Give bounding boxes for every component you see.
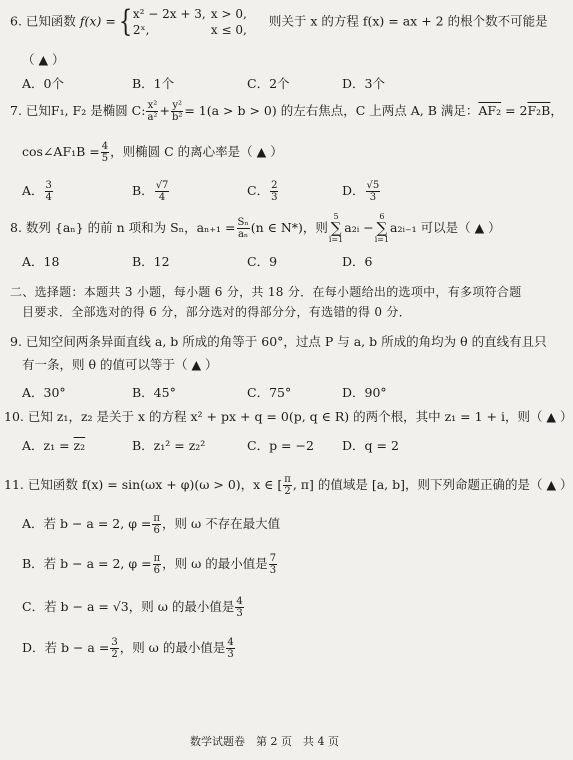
denominator: 2 [284,486,291,497]
option-b: B．12 [132,254,170,269]
option-a: A．30° [22,385,66,400]
option-c [22,596,245,619]
question-number: 9. [10,334,22,349]
numerator: x² [147,100,158,111]
option-text: ，则 ω 的最小值是 [119,640,226,655]
question-text: 数列 {aₙ} 的前 n 项和为 Sₙ，aₙ₊₁ = [25,220,236,235]
plus-sign: + [159,103,170,118]
numerator: Sₙ [237,217,249,228]
question-text: 已知空间两条异面直线 a, b 所成的角等于 60°，过点 P 与 a, b 所成的角均为 θ 的直线有且只 [25,334,547,349]
cond-2: x ≤ 0, [210,23,247,37]
denominator: 6 [153,525,160,536]
option-a [22,513,280,536]
fraction [146,100,158,123]
question-text: 已知F₁, F₂ 是椭圆 C: [25,103,146,118]
fraction [283,474,292,497]
sum-lower: i=1 [374,235,390,244]
summation [329,213,343,244]
question-text: (n ∈ N*)，则 [250,220,328,235]
page-footer: 数学试题卷 第 2 页 共 4 页 [190,735,339,748]
fraction [101,141,109,164]
denominator: aₙ [237,229,249,240]
option-text: ，则 ω 的最小值是 [162,556,268,571]
piecewise-cases [133,6,211,38]
sum-term: a₂ᵢ₋₁ [390,220,417,235]
question-number: 10. [4,409,24,424]
option-d [342,180,381,203]
denominator: 5 [101,153,109,164]
sum-upper: 6 [379,212,385,221]
sigma: ∑ [376,219,388,237]
option-a: A．0个 [22,76,64,91]
option-c: C．9 [247,254,278,269]
question-11 [4,474,573,497]
fraction [153,553,162,576]
denominator: 3 [269,565,277,576]
question-7-line2 [22,141,283,164]
numerator: 4 [101,141,109,152]
option-label: C． [247,183,270,198]
fraction [237,217,250,240]
option-a [22,180,54,203]
numerator: π [153,553,161,564]
option-text: D．若 b − a = [22,640,110,655]
question-number: 7. [10,103,22,118]
option-label: B． [132,183,154,198]
question-text: 可以是（ ▲ ） [420,220,501,235]
option-label: D． [342,183,365,198]
question-text: cos∠AF₁B = [22,144,100,159]
numerator: √7 [155,180,169,191]
question-9-line2: 有一条，则 θ 的值可以等于（ ▲ ） [22,357,218,372]
option-a [22,438,85,454]
cond-1: x > 0, [210,7,247,21]
option-d: D．90° [342,385,387,400]
option-text: ，则 ω 不存在最大值 [161,516,281,531]
question-text: 已知函数 [25,13,76,29]
option-c [247,180,279,203]
vector-f2b: F₂B [527,103,551,118]
fraction [269,553,277,576]
question-text: ，则椭圆 C 的离心率是（ ▲ ） [110,144,283,159]
question-7 [10,100,563,123]
sigma: ∑ [330,219,342,237]
denominator: 4 [158,192,166,203]
option-b: B．z₁² = z₂² [132,438,206,453]
option-b: B．45° [132,385,176,400]
conjugate-z2: z₂ [73,438,86,453]
denominator: 3 [236,608,243,619]
question-text: = 1(a > b > 0) 的左右焦点，C 上两点 A, B 满足： [184,103,479,118]
option-d: D．q = 2 [342,438,399,453]
case-1: x² − 2x + 3, [132,7,206,21]
piecewise-conditions [211,6,269,38]
fraction [152,513,161,536]
question-text: 已知 z₁，z₂ 是关于 x 的方程 x² + px + q = 0(p, q ∈ R) 的两个根，其中 z₁ = 1 + i，则（ ▲ ） [27,409,573,424]
summation [375,213,389,244]
option-a: A．18 [22,254,60,269]
numerator: 7 [269,553,277,564]
sum-upper: 5 [333,212,339,221]
option-b [132,180,170,203]
fraction [366,180,381,203]
option-b: B．1个 [132,76,175,91]
question-8 [10,213,501,244]
fraction [226,637,234,660]
question-number: 6. [10,13,22,29]
denominator: b² [171,112,183,123]
option-d: D．6 [342,254,373,269]
option-text: C．若 b − a = √3，则 ω 的最小值是 [22,599,235,614]
denominator: 4 [45,192,52,203]
option-text: A．若 b − a = 2, φ = [22,516,152,531]
numerator: π [153,513,160,524]
option-d: D．3个 [342,76,385,91]
fraction [270,180,278,203]
equals: = 2 [501,103,528,118]
section-header-line2: 目要求．全部选对的得 6 分，部分选对的得部分分，有选错的得 0 分． [22,305,412,319]
question-9 [10,334,547,350]
fraction [235,596,243,619]
numerator: 2 [271,180,278,191]
option-label: A． [22,183,44,198]
denominator: a² [147,112,158,123]
punct: ， [550,103,563,118]
numerator: 4 [236,596,243,607]
case-2: 2ˣ, [132,23,150,37]
question-6 [10,6,548,38]
option-c: C．2个 [247,76,290,91]
option-b [22,553,278,576]
section-header: 二、选择题：本题共 3 小题，每小题 6 分，共 18 分．在每小题给出的选项中，有多项符合题 [10,285,522,299]
question-number: 8. [10,220,22,235]
denominator: 3 [227,649,234,660]
fraction [155,180,170,203]
question-10 [4,409,573,425]
option-text: B．若 b − a = 2, φ = [22,556,152,571]
fraction [110,637,118,660]
option-c: C．p = −2 [247,438,314,453]
option-c: C．75° [247,385,292,400]
sum-lower: i=1 [328,235,344,244]
denominator: 3 [369,192,377,203]
vector-af2: AF₂ [478,103,502,118]
numerator: y² [172,100,182,111]
denominator: 3 [271,192,278,203]
option-d [22,637,236,660]
brace: { [118,4,133,39]
numerator: 3 [45,180,52,191]
function-label: f(x) = [79,13,116,29]
fraction [171,100,183,123]
question-text: 已知函数 f(x) = sin(ωx + φ)(ω > 0)，x ∈ [ [27,477,283,492]
sum-term: a₂ᵢ − [344,220,374,235]
numerator: 3 [111,637,118,648]
numerator: √5 [366,180,380,191]
option-text: A．z₁ = [22,438,74,453]
answer-blank: （ ▲ ） [22,52,65,67]
denominator: 6 [153,565,161,576]
numerator: 4 [227,637,234,648]
fraction [45,180,53,203]
numerator: π [284,474,291,485]
question-text: 则关于 x 的方程 f(x) = ax + 2 的根个数不可能是 [268,13,548,29]
denominator: 2 [111,649,118,660]
question-text: , π] 的值域是 [a, b]，则下列命题正确的是（ ▲ ） [292,477,573,492]
question-number: 11. [4,477,24,492]
